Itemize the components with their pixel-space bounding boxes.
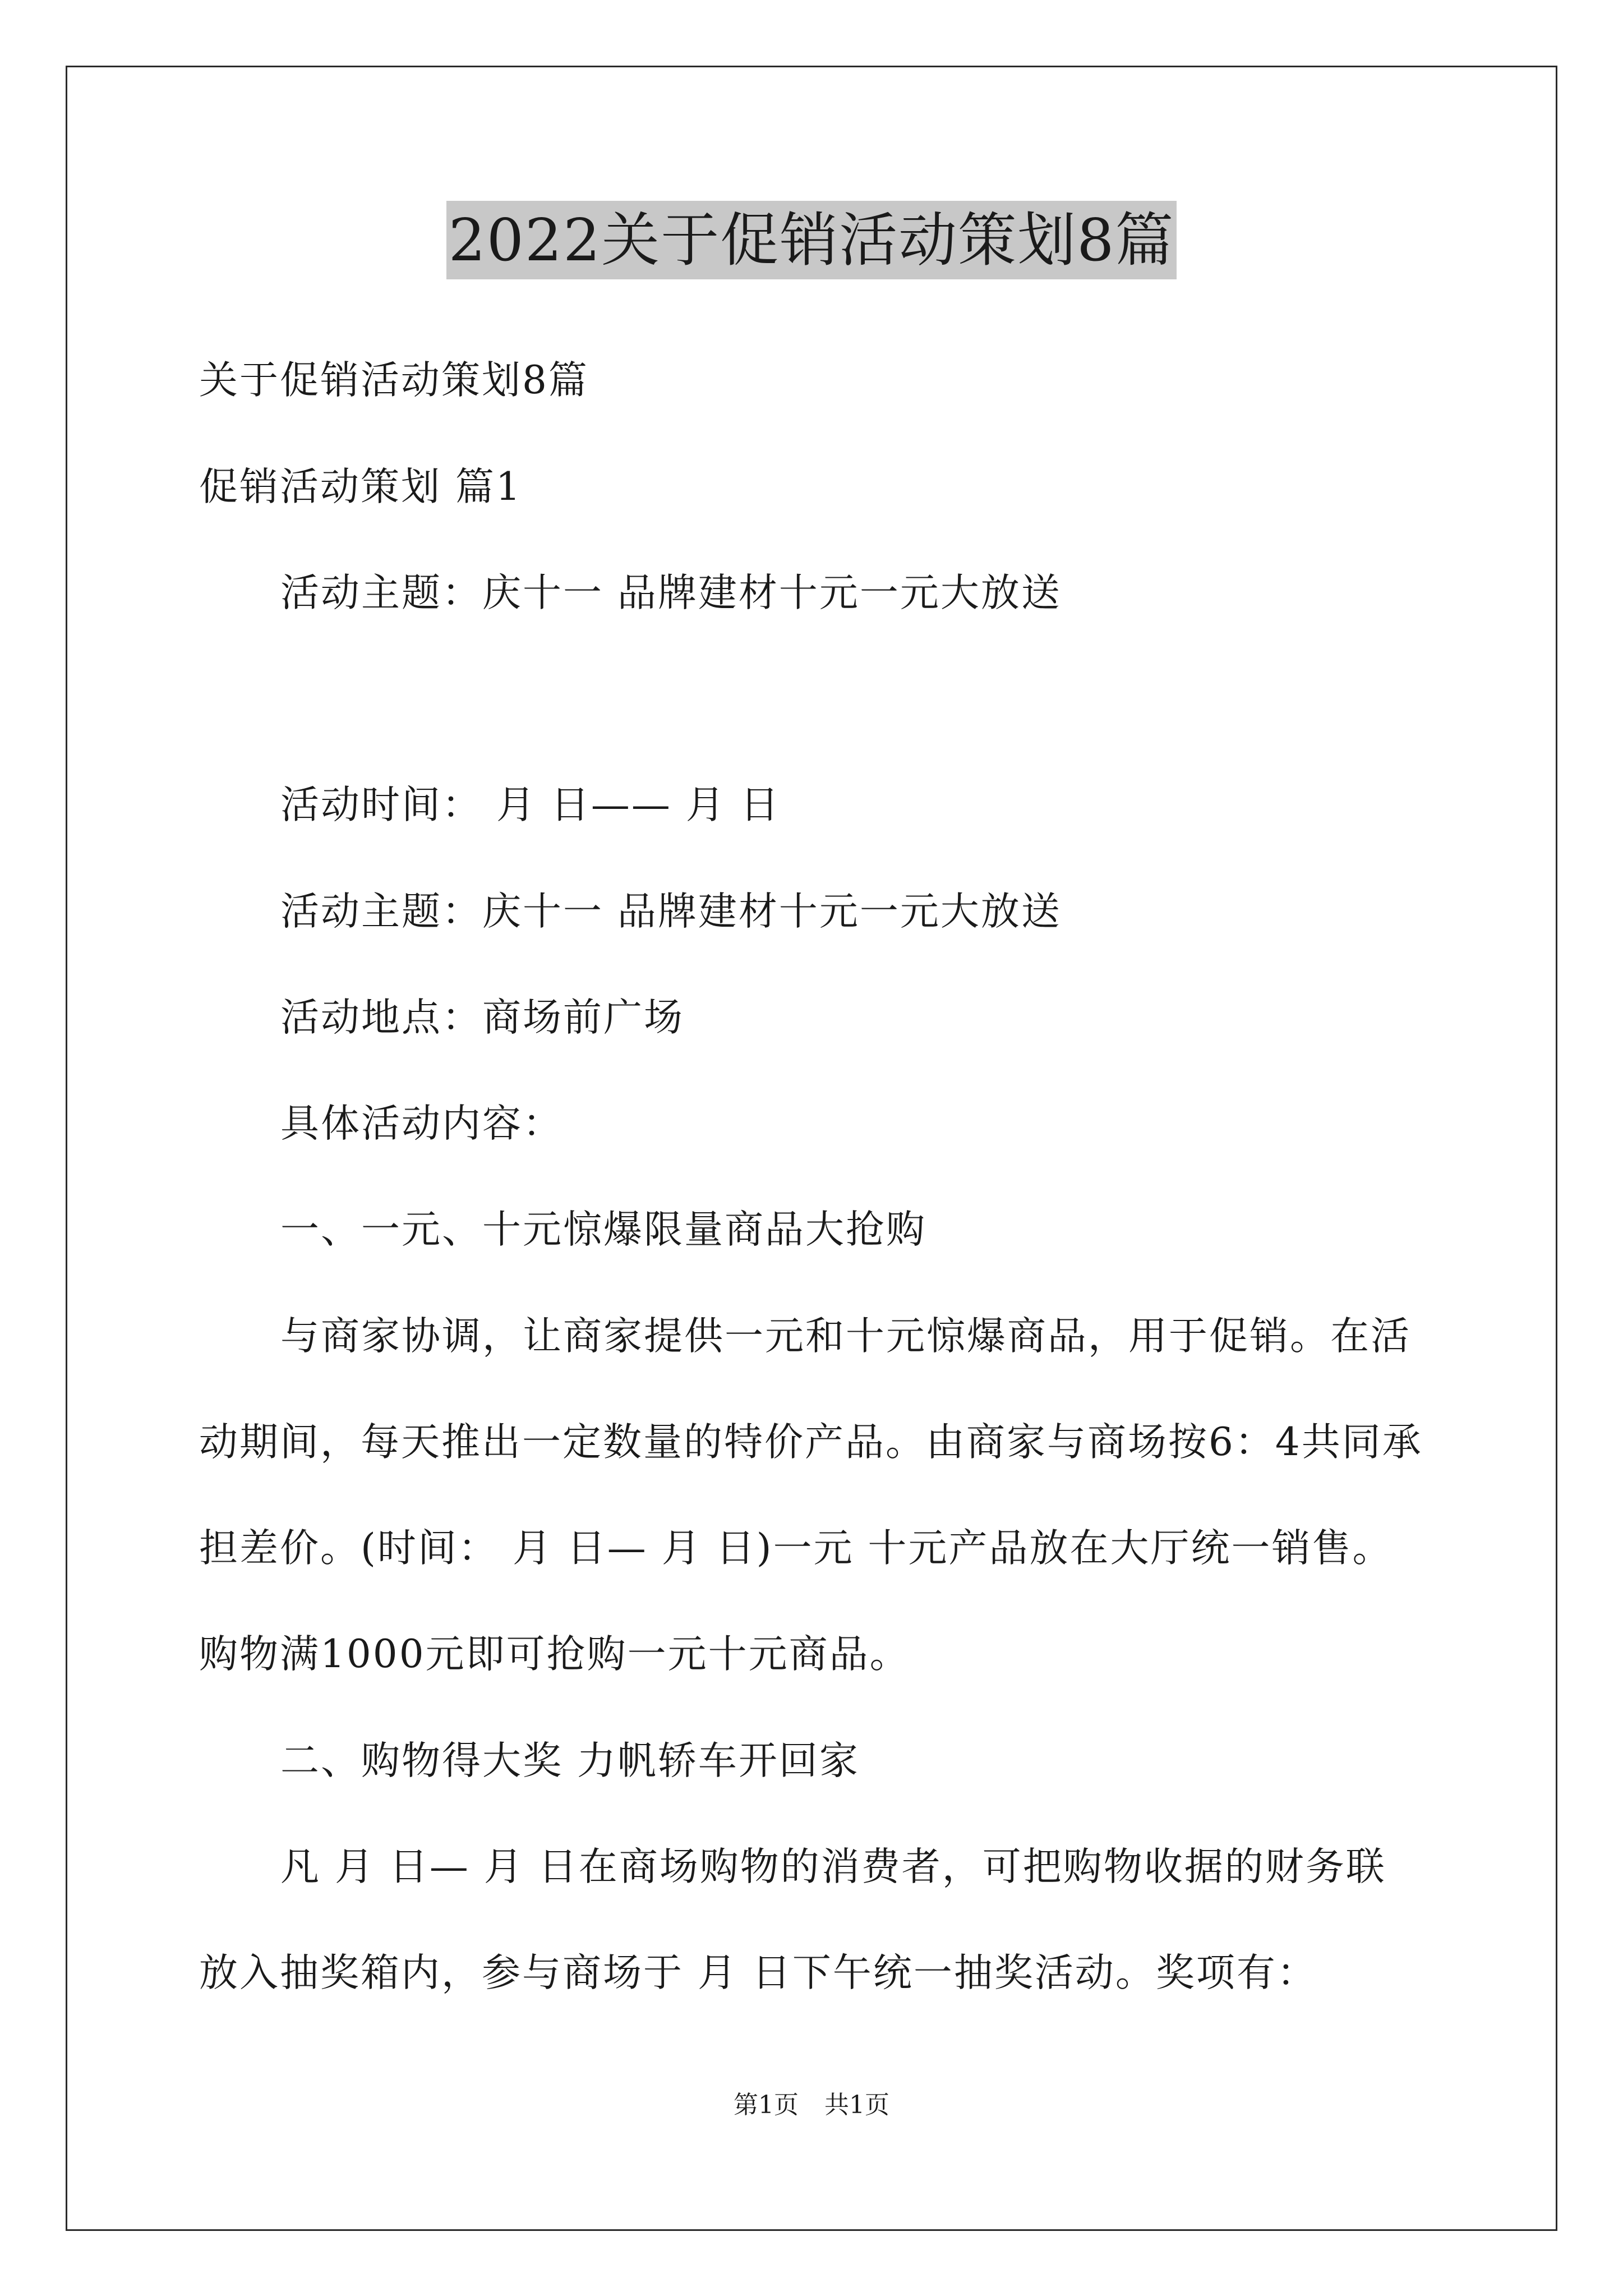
- page-footer: [0, 2088, 1623, 2122]
- list-heading: 二、购物得大奖 力帆轿车开回家: [280, 1738, 860, 1783]
- paragraph-line: 活动地点：商场前广场: [280, 995, 684, 1040]
- document-title: 2022关于促销活动策划8篇: [446, 201, 1177, 279]
- paragraph-line: 凡 月 日— 月 日在商场购物的消费者，可把购物收据的财务联: [280, 1844, 1386, 1889]
- subtitle-line: 关于促销活动策划8篇: [199, 358, 589, 403]
- paragraph-line: 具体活动内容：: [280, 1101, 563, 1146]
- paragraph-line: 动期间，每天推出一定数量的特价产品。由商家与商场按6：4共同承: [199, 1420, 1423, 1465]
- paragraph-line: 活动时间： 月 日—— 月 日: [280, 783, 781, 827]
- page-number-current: 第1页: [734, 2091, 799, 2119]
- list-heading: 一、一元、十元惊爆限量商品大抢购: [280, 1207, 926, 1252]
- paragraph-line: 购物满1000元即可抢购一元十元商品。: [199, 1632, 910, 1677]
- title-block: [0, 201, 1623, 279]
- paragraph-line: 活动主题：庆十一 品牌建材十元一元大放送: [280, 570, 1062, 615]
- paragraph-line: 放入抽奖箱内，参与商场于 月 日下午统一抽奖活动。奖项有：: [199, 1950, 1317, 1995]
- paragraph-line: 与商家协调，让商家提供一元和十元惊爆商品，用于促销。在活: [280, 1314, 1411, 1359]
- section-heading: 促销活动策划 篇1: [199, 464, 522, 509]
- paragraph-line: 担差价。(时间： 月 日— 月 日)一元 十元产品放在大厅统一销售。: [199, 1526, 1393, 1571]
- paragraph-line: 活动主题：庆十一 品牌建材十元一元大放送: [280, 889, 1062, 934]
- page-number-total: 共1页: [824, 2091, 889, 2119]
